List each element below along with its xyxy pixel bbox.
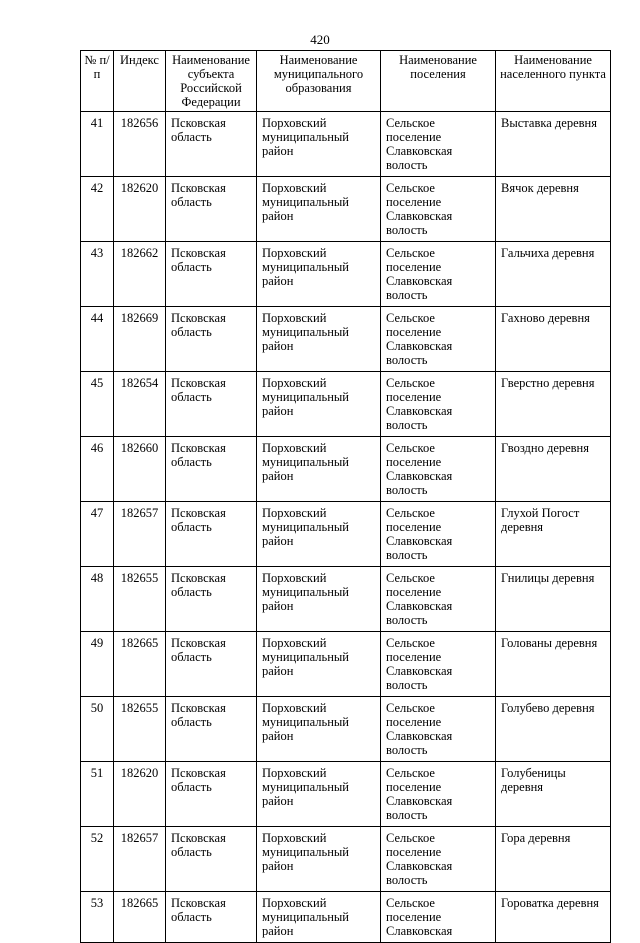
- locality-cell: Голованы деревня: [496, 632, 611, 697]
- subject-cell: Псковская область: [166, 307, 257, 372]
- municipality-cell: Порховский муниципальный район: [257, 242, 381, 307]
- header-number: № п/п: [81, 51, 114, 112]
- locality-cell: Гора деревня: [496, 827, 611, 892]
- header-settlement: Наименование поселения: [381, 51, 496, 112]
- table-header-row: [81, 51, 611, 112]
- settlement-cell: Сельское поселение Славковская волость: [381, 827, 496, 892]
- settlement-cell: Сельское поселение Славковская волость: [381, 242, 496, 307]
- header-municipality: Наименование муниципального образования: [257, 51, 381, 112]
- locality-cell: Голубеницы деревня: [496, 762, 611, 827]
- settlement-cell: Сельское поселение Славковская волость: [381, 177, 496, 242]
- settlements-table: [80, 50, 611, 943]
- subject-cell: Псковская область: [166, 762, 257, 827]
- municipality-cell: Порховский муниципальный район: [257, 307, 381, 372]
- postal-index-cell: 182657: [114, 827, 166, 892]
- subject-cell: Псковская область: [166, 372, 257, 437]
- subject-cell: Псковская область: [166, 892, 257, 943]
- table-row: [81, 632, 611, 697]
- row-number-cell: 44: [81, 307, 114, 372]
- postal-index-cell: 182655: [114, 697, 166, 762]
- row-number-cell: 52: [81, 827, 114, 892]
- settlement-cell: Сельское поселение Славковская волость: [381, 762, 496, 827]
- settlement-cell: Сельское поселение Славковская волость: [381, 372, 496, 437]
- table-row: [81, 112, 611, 177]
- settlement-cell: Сельское поселение Славковская волость: [381, 112, 496, 177]
- header-locality: Наименование населенного пункта: [496, 51, 611, 112]
- subject-cell: Псковская область: [166, 437, 257, 502]
- table-row: [81, 177, 611, 242]
- postal-index-cell: 182620: [114, 177, 166, 242]
- header-subject: Наименование субъекта Российской Федерации: [166, 51, 257, 112]
- municipality-cell: Порховский муниципальный район: [257, 502, 381, 567]
- settlement-cell: Сельское поселение Славковская волость: [381, 632, 496, 697]
- subject-cell: Псковская область: [166, 567, 257, 632]
- locality-cell: Гахново деревня: [496, 307, 611, 372]
- table-row: [81, 762, 611, 827]
- postal-index-cell: 182620: [114, 762, 166, 827]
- table-row: [81, 437, 611, 502]
- subject-cell: Псковская область: [166, 632, 257, 697]
- subject-cell: Псковская область: [166, 112, 257, 177]
- locality-cell: Гвоздно деревня: [496, 437, 611, 502]
- row-number-cell: 53: [81, 892, 114, 943]
- postal-index-cell: 182660: [114, 437, 166, 502]
- table-row: [81, 827, 611, 892]
- table-row: [81, 372, 611, 437]
- row-number-cell: 48: [81, 567, 114, 632]
- municipality-cell: Порховский муниципальный район: [257, 177, 381, 242]
- locality-cell: Гверстно деревня: [496, 372, 611, 437]
- locality-cell: Гальчиха деревня: [496, 242, 611, 307]
- table-row: [81, 697, 611, 762]
- settlement-cell: Сельское поселение Славковская волость: [381, 567, 496, 632]
- postal-index-cell: 182665: [114, 892, 166, 943]
- locality-cell: Голубево деревня: [496, 697, 611, 762]
- postal-index-cell: 182665: [114, 632, 166, 697]
- municipality-cell: Порховский муниципальный район: [257, 632, 381, 697]
- settlement-cell: Сельское поселение Славковская волость: [381, 697, 496, 762]
- municipality-cell: Порховский муниципальный район: [257, 437, 381, 502]
- table-row: [81, 242, 611, 307]
- page-number: 420: [310, 32, 330, 47]
- table-row: [81, 892, 611, 943]
- municipality-cell: Порховский муниципальный район: [257, 827, 381, 892]
- subject-cell: Псковская область: [166, 502, 257, 567]
- municipality-cell: Порховский муниципальный район: [257, 372, 381, 437]
- subject-cell: Псковская область: [166, 242, 257, 307]
- header-index: Индекс: [114, 51, 166, 112]
- municipality-cell: Порховский муниципальный район: [257, 697, 381, 762]
- locality-cell: Вячок деревня: [496, 177, 611, 242]
- subject-cell: Псковская область: [166, 177, 257, 242]
- settlement-cell: Сельское поселение Славковская: [381, 892, 496, 943]
- row-number-cell: 46: [81, 437, 114, 502]
- locality-cell: Глухой Погост деревня: [496, 502, 611, 567]
- row-number-cell: 51: [81, 762, 114, 827]
- table-row: [81, 502, 611, 567]
- locality-cell: Гнилицы деревня: [496, 567, 611, 632]
- municipality-cell: Порховский муниципальный район: [257, 762, 381, 827]
- subject-cell: Псковская область: [166, 827, 257, 892]
- postal-index-cell: 182656: [114, 112, 166, 177]
- municipality-cell: Порховский муниципальный район: [257, 112, 381, 177]
- settlement-cell: Сельское поселение Славковская волость: [381, 307, 496, 372]
- postal-index-cell: 182669: [114, 307, 166, 372]
- row-number-cell: 45: [81, 372, 114, 437]
- postal-index-cell: 182657: [114, 502, 166, 567]
- table-row: [81, 567, 611, 632]
- row-number-cell: 49: [81, 632, 114, 697]
- row-number-cell: 42: [81, 177, 114, 242]
- postal-index-cell: 182662: [114, 242, 166, 307]
- locality-cell: Горoватка деревня: [496, 892, 611, 943]
- municipality-cell: Порховский муниципальный район: [257, 892, 381, 943]
- locality-cell: Выставка деревня: [496, 112, 611, 177]
- postal-index-cell: 182655: [114, 567, 166, 632]
- settlement-cell: Сельское поселение Славковская волость: [381, 502, 496, 567]
- row-number-cell: 47: [81, 502, 114, 567]
- table-row: [81, 307, 611, 372]
- subject-cell: Псковская область: [166, 697, 257, 762]
- table-body: [81, 112, 611, 943]
- municipality-cell: Порховский муниципальный район: [257, 567, 381, 632]
- row-number-cell: 50: [81, 697, 114, 762]
- row-number-cell: 41: [81, 112, 114, 177]
- settlement-cell: Сельское поселение Славковская волость: [381, 437, 496, 502]
- row-number-cell: 43: [81, 242, 114, 307]
- postal-index-cell: 182654: [114, 372, 166, 437]
